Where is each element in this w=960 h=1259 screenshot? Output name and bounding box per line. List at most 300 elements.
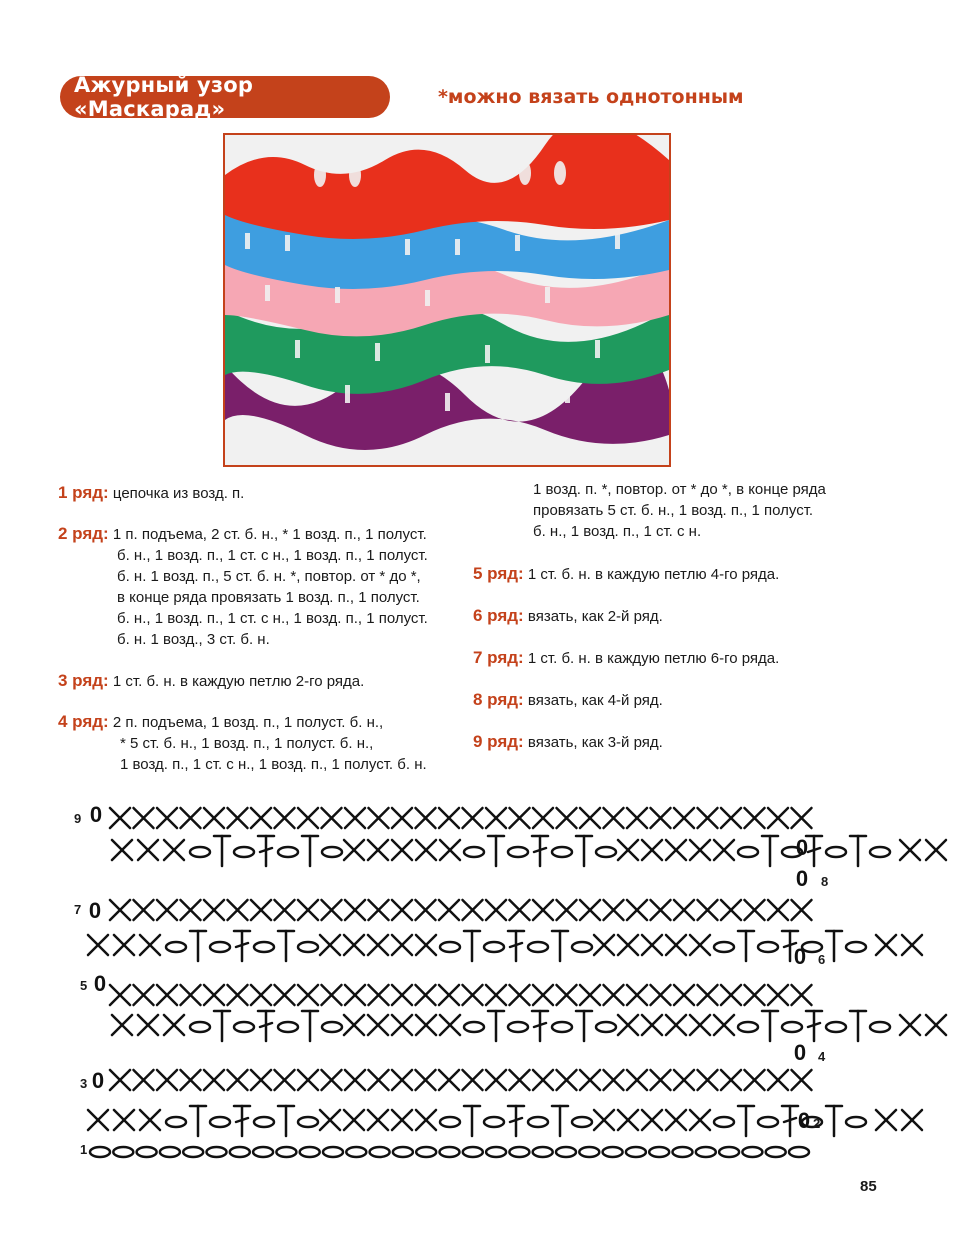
single-crochet-symbol xyxy=(392,1015,412,1035)
single-crochet-symbol xyxy=(345,1070,365,1090)
chain-stitch-symbol xyxy=(370,1147,390,1157)
single-crochet-symbol xyxy=(642,840,662,860)
single-crochet-symbol xyxy=(651,1070,671,1090)
chain-stitch-symbol xyxy=(556,1147,576,1157)
chain-stitch-symbol xyxy=(486,1147,506,1157)
single-crochet-symbol xyxy=(344,1110,364,1130)
single-crochet-symbol xyxy=(181,985,201,1005)
turning-chain-symbol xyxy=(89,898,101,923)
row-number-7: 7 xyxy=(74,902,82,917)
single-crochet-symbol xyxy=(392,840,412,860)
pattern-subtitle: *можно вязать однотонным xyxy=(438,86,744,108)
svg-text:0: 0 xyxy=(795,835,809,860)
chain-stitch-symbol xyxy=(533,1147,553,1157)
row-number-6: 6 xyxy=(818,952,826,967)
single-crochet-symbol xyxy=(926,840,946,860)
single-crochet-symbol xyxy=(714,840,734,860)
single-crochet-symbol xyxy=(674,1070,694,1090)
single-crochet-symbol xyxy=(204,900,224,920)
single-crochet-symbol xyxy=(642,935,662,955)
row3-label: 3 ряд: xyxy=(58,671,109,690)
single-crochet-symbol xyxy=(651,808,671,828)
chain-stitch-symbol xyxy=(234,1022,254,1032)
single-crochet-symbol xyxy=(164,840,184,860)
half-double-crochet-symbol xyxy=(488,836,504,866)
row7-text: 1 ст. б. н. в каждую петлю 6-го ряда. xyxy=(527,650,780,667)
row3-text: 1 ст. б. н. в каждую петлю 2-го ряда. xyxy=(112,673,365,690)
single-crochet-symbol xyxy=(298,808,318,828)
single-crochet-symbol xyxy=(674,808,694,828)
single-crochet-symbol xyxy=(604,1070,624,1090)
chain-stitch-symbol xyxy=(596,1022,616,1032)
single-crochet-symbol xyxy=(580,1070,600,1090)
turning-chain-symbol xyxy=(94,971,106,996)
single-crochet-symbol xyxy=(110,985,130,1005)
single-crochet-symbol xyxy=(344,840,364,860)
single-crochet-symbol xyxy=(768,808,788,828)
chain-stitch-symbol xyxy=(572,1117,592,1127)
chain-stitch-symbol xyxy=(789,1147,809,1157)
chain-stitch-symbol xyxy=(714,1117,734,1127)
chain-stitch-symbol xyxy=(846,1117,866,1127)
chain-stitch-symbol xyxy=(113,1147,133,1157)
single-crochet-symbol xyxy=(114,935,134,955)
row4-instruction xyxy=(58,711,478,775)
chain-stitch-symbol xyxy=(253,1147,273,1157)
single-crochet-symbol xyxy=(181,900,201,920)
single-crochet-symbol xyxy=(533,1070,553,1090)
row2-line-1: 1 п. подъема, 2 ст. б. н., * 1 возд. п., 1 полуст. xyxy=(112,526,427,543)
half-double-crochet-symbol xyxy=(552,931,568,961)
single-crochet-symbol xyxy=(368,1110,388,1130)
double-crochet-symbol xyxy=(234,1106,250,1136)
single-crochet-symbol xyxy=(369,808,389,828)
row5-instruction xyxy=(473,563,779,585)
chain-stitch-symbol xyxy=(826,847,846,857)
chain-stitch-symbol xyxy=(210,1117,230,1127)
double-crochet-symbol xyxy=(508,931,524,961)
single-crochet-symbol xyxy=(674,985,694,1005)
single-crochet-symbol xyxy=(642,1015,662,1035)
row2-line-4: в конце ряда провязать 1 возд. п., 1 полуст. xyxy=(117,589,420,606)
single-crochet-symbol xyxy=(666,840,686,860)
row4-cont-line-1: 1 возд. п. *, повтор. от * до *, в конце ряда xyxy=(533,481,826,498)
single-crochet-symbol xyxy=(392,985,412,1005)
row4-line-1: 2 п. подъема, 1 возд. п., 1 полуст. б. н., xyxy=(112,714,384,731)
single-crochet-symbol xyxy=(134,985,154,1005)
chain-stitch-symbol xyxy=(190,847,210,857)
single-crochet-symbol xyxy=(533,900,553,920)
single-crochet-symbol xyxy=(157,808,177,828)
single-crochet-symbol xyxy=(486,808,506,828)
chain-stitch-symbol xyxy=(300,1147,320,1157)
row5-text: 1 ст. б. н. в каждую петлю 4-го ряда. xyxy=(527,566,780,583)
single-crochet-symbol xyxy=(580,808,600,828)
single-crochet-symbol xyxy=(416,900,436,920)
chain-stitch-symbol xyxy=(649,1147,669,1157)
half-double-crochet-symbol xyxy=(488,1011,504,1041)
single-crochet-symbol xyxy=(618,1110,638,1130)
single-crochet-symbol xyxy=(745,900,765,920)
single-crochet-symbol xyxy=(322,985,342,1005)
single-crochet-symbol xyxy=(157,900,177,920)
single-crochet-symbol xyxy=(792,1070,812,1090)
single-crochet-symbol xyxy=(900,1015,920,1035)
single-crochet-symbol xyxy=(416,808,436,828)
chain-stitch-symbol xyxy=(298,942,318,952)
chain-stitch-symbol xyxy=(207,1147,227,1157)
single-crochet-symbol xyxy=(580,900,600,920)
single-crochet-symbol xyxy=(416,1015,436,1035)
single-crochet-symbol xyxy=(745,985,765,1005)
single-crochet-symbol xyxy=(439,900,459,920)
single-crochet-symbol xyxy=(651,985,671,1005)
single-crochet-symbol xyxy=(604,985,624,1005)
single-crochet-symbol xyxy=(486,985,506,1005)
chain-stitch-symbol xyxy=(870,1022,890,1032)
svg-text:0: 0 xyxy=(797,1108,811,1133)
single-crochet-symbol xyxy=(627,985,647,1005)
chain-stitch-symbol xyxy=(440,1117,460,1127)
chain-stitch-symbol xyxy=(508,1022,528,1032)
single-crochet-symbol xyxy=(322,1070,342,1090)
single-crochet-symbol xyxy=(140,935,160,955)
row4-cont-line-2: провязать 5 ст. б. н., 1 возд. п., 1 полуст. xyxy=(533,502,814,519)
chain-stitch-symbol xyxy=(603,1147,623,1157)
half-double-crochet-symbol xyxy=(214,836,230,866)
chain-stitch-symbol xyxy=(714,942,734,952)
chain-stitch-symbol xyxy=(230,1147,250,1157)
chain-stitch-symbol xyxy=(484,1117,504,1127)
chain-stitch-symbol xyxy=(572,942,592,952)
double-crochet-symbol xyxy=(258,836,274,866)
single-crochet-symbol xyxy=(369,985,389,1005)
chain-stitch-symbol xyxy=(234,847,254,857)
single-crochet-symbol xyxy=(768,900,788,920)
single-crochet-symbol xyxy=(902,1110,922,1130)
single-crochet-symbol xyxy=(228,900,248,920)
single-crochet-symbol xyxy=(876,1110,896,1130)
row6-label: 6 ряд: xyxy=(473,606,524,625)
row9-text: вязать, как 3-й ряд. xyxy=(527,734,663,751)
single-crochet-symbol xyxy=(204,985,224,1005)
half-double-crochet-symbol xyxy=(738,1106,754,1136)
single-crochet-symbol xyxy=(134,808,154,828)
single-crochet-symbol xyxy=(112,840,132,860)
chain-stitch-symbol xyxy=(508,847,528,857)
turning-chain-symbol xyxy=(794,1040,806,1065)
chain-stitch-symbol xyxy=(190,1022,210,1032)
single-crochet-symbol xyxy=(627,1070,647,1090)
chain-stitch-symbol xyxy=(463,1147,483,1157)
single-crochet-symbol xyxy=(900,840,920,860)
chain-stitch-symbol xyxy=(826,1022,846,1032)
single-crochet-symbol xyxy=(792,900,812,920)
single-crochet-symbol xyxy=(368,1015,388,1035)
single-crochet-symbol xyxy=(618,935,638,955)
single-crochet-symbol xyxy=(134,900,154,920)
single-crochet-symbol xyxy=(768,985,788,1005)
chain-stitch-symbol xyxy=(579,1147,599,1157)
chain-stitch-symbol xyxy=(323,1147,343,1157)
half-double-crochet-symbol xyxy=(826,931,842,961)
single-crochet-symbol xyxy=(557,900,577,920)
half-double-crochet-symbol xyxy=(278,931,294,961)
half-double-crochet-symbol xyxy=(576,836,592,866)
double-crochet-symbol xyxy=(508,1106,524,1136)
page-number: 85 xyxy=(860,1178,877,1195)
svg-text:0: 0 xyxy=(88,898,102,923)
single-crochet-symbol xyxy=(251,900,271,920)
turning-chain-symbol xyxy=(90,802,102,827)
single-crochet-symbol xyxy=(110,900,130,920)
half-double-crochet-symbol xyxy=(738,931,754,961)
single-crochet-symbol xyxy=(157,1070,177,1090)
single-crochet-symbol xyxy=(345,900,365,920)
turning-chain-symbol xyxy=(794,944,806,969)
chain-stitch-symbol xyxy=(552,847,572,857)
row2-line-5: б. н., 1 возд. п., 1 ст. с н., 1 возд. п., 1 полуст. xyxy=(117,610,428,627)
chain-stitch-symbol xyxy=(742,1147,762,1157)
svg-text:0: 0 xyxy=(93,971,107,996)
single-crochet-symbol xyxy=(345,985,365,1005)
single-crochet-symbol xyxy=(345,808,365,828)
single-crochet-symbol xyxy=(88,1110,108,1130)
chain-stitch-symbol xyxy=(278,1022,298,1032)
single-crochet-symbol xyxy=(344,1015,364,1035)
chain-stitch-symbol xyxy=(673,1147,693,1157)
single-crochet-symbol xyxy=(580,985,600,1005)
single-crochet-symbol xyxy=(463,900,483,920)
chain-stitch-symbol xyxy=(393,1147,413,1157)
single-crochet-symbol xyxy=(298,985,318,1005)
single-crochet-symbol xyxy=(204,1070,224,1090)
half-double-crochet-symbol xyxy=(302,836,318,866)
single-crochet-symbol xyxy=(368,840,388,860)
single-crochet-symbol xyxy=(486,1070,506,1090)
single-crochet-symbol xyxy=(322,900,342,920)
chain-stitch-symbol xyxy=(696,1147,716,1157)
single-crochet-symbol xyxy=(298,1070,318,1090)
single-crochet-symbol xyxy=(627,808,647,828)
single-crochet-symbol xyxy=(416,985,436,1005)
half-double-crochet-symbol xyxy=(464,1106,480,1136)
single-crochet-symbol xyxy=(666,1110,686,1130)
single-crochet-symbol xyxy=(674,900,694,920)
chain-stitch-symbol xyxy=(254,1117,274,1127)
chain-stitch-symbol xyxy=(322,1022,342,1032)
single-crochet-symbol xyxy=(440,840,460,860)
chain-stitch-symbol xyxy=(160,1147,180,1157)
crochet-chart xyxy=(0,790,960,1170)
single-crochet-symbol xyxy=(698,900,718,920)
single-crochet-symbol xyxy=(140,1110,160,1130)
row2-line-3: б. н. 1 возд. п., 5 ст. б. н. *, повтор. от * до *, xyxy=(117,568,421,585)
row4-label: 4 ряд: xyxy=(58,712,109,731)
chain-stitch-symbol xyxy=(440,942,460,952)
chain-stitch-symbol xyxy=(276,1147,296,1157)
single-crochet-symbol xyxy=(110,1070,130,1090)
single-crochet-symbol xyxy=(138,840,158,860)
single-crochet-symbol xyxy=(666,935,686,955)
row4-cont-line-3: б. н., 1 возд. п., 1 ст. с н. xyxy=(533,523,702,540)
chain-stitch-symbol xyxy=(254,942,274,952)
half-double-crochet-symbol xyxy=(762,836,778,866)
single-crochet-symbol xyxy=(666,1015,686,1035)
row2-instruction xyxy=(58,523,478,650)
single-crochet-symbol xyxy=(604,808,624,828)
chain-stitch-symbol xyxy=(758,1117,778,1127)
single-crochet-symbol xyxy=(463,1070,483,1090)
single-crochet-symbol xyxy=(557,1070,577,1090)
single-crochet-symbol xyxy=(416,1070,436,1090)
chain-stitch-symbol xyxy=(528,1117,548,1127)
chain-stitch-symbol xyxy=(552,1022,572,1032)
chain-stitch-symbol xyxy=(626,1147,646,1157)
row7-instruction xyxy=(473,647,779,669)
double-crochet-symbol xyxy=(806,1011,822,1041)
svg-text:0: 0 xyxy=(89,802,103,827)
chain-stitch-symbol xyxy=(137,1147,157,1157)
chain-stitch-symbol xyxy=(183,1147,203,1157)
single-crochet-symbol xyxy=(745,808,765,828)
single-crochet-symbol xyxy=(768,1070,788,1090)
chain-stitch-symbol xyxy=(278,847,298,857)
chain-stitch-symbol xyxy=(782,1022,802,1032)
single-crochet-symbol xyxy=(698,985,718,1005)
row5-label: 5 ряд: xyxy=(473,564,524,583)
single-crochet-symbol xyxy=(721,1070,741,1090)
single-crochet-symbol xyxy=(792,985,812,1005)
chain-stitch-symbol xyxy=(870,847,890,857)
single-crochet-symbol xyxy=(618,840,638,860)
double-crochet-symbol xyxy=(258,1011,274,1041)
single-crochet-symbol xyxy=(510,900,530,920)
chain-stitch-symbol xyxy=(528,942,548,952)
single-crochet-symbol xyxy=(721,900,741,920)
row1-label: 1 ряд: xyxy=(58,483,109,502)
half-double-crochet-symbol xyxy=(762,1011,778,1041)
chain-stitch-symbol xyxy=(210,942,230,952)
row2-label: 2 ряд: xyxy=(58,524,109,543)
chain-stitch-symbol xyxy=(464,847,484,857)
single-crochet-symbol xyxy=(463,808,483,828)
half-double-crochet-symbol xyxy=(850,1011,866,1041)
single-crochet-symbol xyxy=(181,808,201,828)
single-crochet-symbol xyxy=(112,1015,132,1035)
single-crochet-symbol xyxy=(204,808,224,828)
half-double-crochet-symbol xyxy=(190,1106,206,1136)
single-crochet-symbol xyxy=(690,1110,710,1130)
double-crochet-symbol xyxy=(532,836,548,866)
single-crochet-symbol xyxy=(251,985,271,1005)
row1-instruction xyxy=(58,482,244,504)
single-crochet-symbol xyxy=(439,808,459,828)
yarn-sample-photo xyxy=(223,133,671,467)
single-crochet-symbol xyxy=(557,808,577,828)
half-double-crochet-symbol xyxy=(850,836,866,866)
single-crochet-symbol xyxy=(721,808,741,828)
row2-line-6: б. н. 1 возд., 3 ст. б. н. xyxy=(117,631,270,648)
single-crochet-symbol xyxy=(690,935,710,955)
turning-chain-symbol xyxy=(796,866,808,891)
single-crochet-symbol xyxy=(320,1110,340,1130)
half-double-crochet-symbol xyxy=(464,931,480,961)
chain-stitch-symbol xyxy=(166,942,186,952)
single-crochet-symbol xyxy=(392,1070,412,1090)
svg-text:0: 0 xyxy=(793,944,807,969)
double-crochet-symbol xyxy=(532,1011,548,1041)
single-crochet-symbol xyxy=(651,900,671,920)
single-crochet-symbol xyxy=(486,900,506,920)
half-double-crochet-symbol xyxy=(552,1106,568,1136)
row1-text: цепочка из возд. п. xyxy=(112,485,245,502)
single-crochet-symbol xyxy=(416,935,436,955)
single-crochet-symbol xyxy=(902,935,922,955)
single-crochet-symbol xyxy=(618,1015,638,1035)
double-crochet-symbol xyxy=(782,1106,798,1136)
single-crochet-symbol xyxy=(698,1070,718,1090)
svg-text:0: 0 xyxy=(91,1068,105,1093)
single-crochet-symbol xyxy=(416,1110,436,1130)
single-crochet-symbol xyxy=(181,1070,201,1090)
single-crochet-symbol xyxy=(510,808,530,828)
single-crochet-symbol xyxy=(344,935,364,955)
single-crochet-symbol xyxy=(369,1070,389,1090)
single-crochet-symbol xyxy=(533,985,553,1005)
chain-stitch-symbol xyxy=(766,1147,786,1157)
single-crochet-symbol xyxy=(721,985,741,1005)
chain-stitch-symbol xyxy=(509,1147,529,1157)
turning-chain-symbol xyxy=(798,1108,810,1133)
single-crochet-symbol xyxy=(275,900,295,920)
double-crochet-symbol xyxy=(234,931,250,961)
chain-stitch-symbol xyxy=(298,1117,318,1127)
row-number-8: 8 xyxy=(821,874,829,889)
row2-line-2: б. н., 1 возд. п., 1 ст. с н., 1 возд. п., 1 полуст. xyxy=(117,547,428,564)
single-crochet-symbol xyxy=(114,1110,134,1130)
single-crochet-symbol xyxy=(604,900,624,920)
single-crochet-symbol xyxy=(275,808,295,828)
single-crochet-symbol xyxy=(368,935,388,955)
single-crochet-symbol xyxy=(510,985,530,1005)
chain-stitch-symbol xyxy=(416,1147,436,1157)
row-number-1: 1 xyxy=(80,1142,88,1157)
single-crochet-symbol xyxy=(439,985,459,1005)
row9-label: 9 ряд: xyxy=(473,732,524,751)
row3-instruction xyxy=(58,670,364,692)
row-number-2: 2 xyxy=(813,1116,821,1131)
single-crochet-symbol xyxy=(392,1110,412,1130)
single-crochet-symbol xyxy=(275,985,295,1005)
half-double-crochet-symbol xyxy=(576,1011,592,1041)
single-crochet-symbol xyxy=(690,840,710,860)
chain-stitch-symbol xyxy=(90,1147,110,1157)
single-crochet-symbol xyxy=(392,808,412,828)
row8-text: вязать, как 4-й ряд. xyxy=(527,692,663,709)
single-crochet-symbol xyxy=(322,808,342,828)
single-crochet-symbol xyxy=(138,1015,158,1035)
row6-text: вязать, как 2-й ряд. xyxy=(527,608,663,625)
half-double-crochet-symbol xyxy=(302,1011,318,1041)
double-crochet-symbol xyxy=(806,836,822,866)
chain-stitch-symbol xyxy=(322,847,342,857)
row9-instruction xyxy=(473,731,663,753)
single-crochet-symbol xyxy=(533,808,553,828)
row4-line-3: 1 возд. п., 1 ст. с н., 1 возд. п., 1 полуст. б. н. xyxy=(120,756,427,773)
single-crochet-symbol xyxy=(642,1110,662,1130)
chain-stitch-symbol xyxy=(464,1022,484,1032)
